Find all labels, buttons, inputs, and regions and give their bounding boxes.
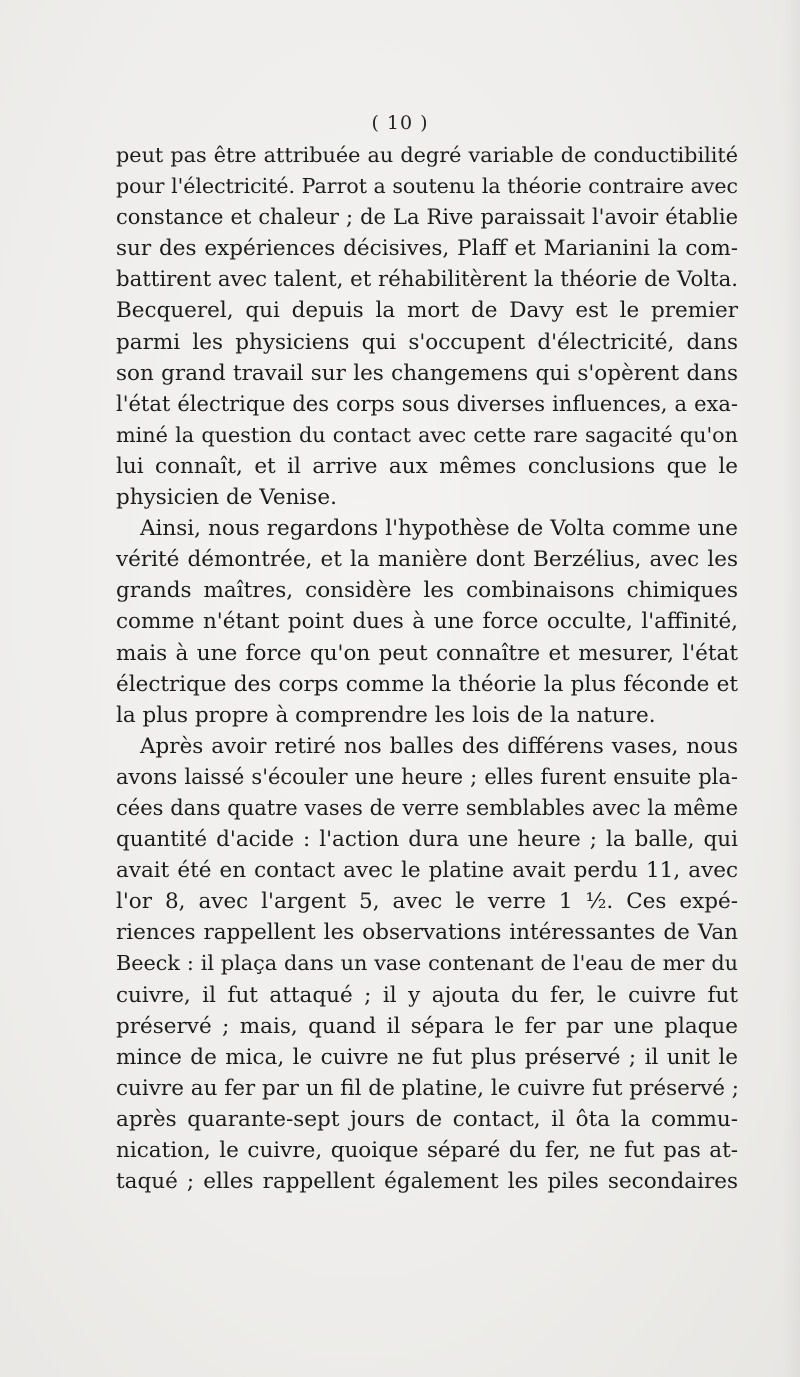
text-line: mince de mica, le cuivre ne fut plus préservé ; il unit le bbox=[116, 1044, 738, 1070]
text-line: avons laissé s'écouler une heure ; elles furent ensuite pla- bbox=[116, 764, 738, 789]
page-edge bbox=[782, 0, 800, 1377]
page-number: ( 10 ) bbox=[371, 112, 429, 134]
text-line: l'or 8, avec l'argent 5, avec le verre 1 ½. Ces expé- bbox=[116, 889, 738, 915]
text-line: grands maîtres, considère les combinaisons chimiques bbox=[116, 578, 738, 604]
text-line: cuivre, il fut attaqué ; il y ajouta du fer, le cuivre fut bbox=[116, 982, 738, 1008]
text-line: Après avoir retiré nos balles des différens vases, nous bbox=[140, 733, 738, 759]
text-line: vérité démontrée, et la manière dont Berzélius, avec les bbox=[116, 547, 738, 573]
text-line: préservé ; mais, quand il sépara le fer par une plaque bbox=[116, 1013, 738, 1039]
text-line: son grand travail sur les changemens qui s'opèrent dans bbox=[116, 360, 738, 386]
text-line: comme n'étant point dues à une force occulte, l'affinité, bbox=[116, 609, 738, 635]
text-line: sur des expériences décisives, Plaff et Marianini la com- bbox=[116, 236, 738, 262]
text-line: mais à une force qu'on peut connaître et mesurer, l'état bbox=[116, 640, 738, 666]
text-line: taqué ; elles rappellent également les piles secondaires bbox=[116, 1169, 738, 1195]
text-line: pour l'électricité. Parrot a soutenu la théorie contraire avec bbox=[116, 174, 738, 199]
text-line: parmi les physiciens qui s'occupent d'électricité, dans bbox=[116, 329, 738, 355]
text-line: la plus propre à comprendre les lois de la nature. bbox=[116, 702, 656, 728]
text-line: physicien de Venise. bbox=[116, 485, 337, 511]
text-line: l'état électrique des corps sous diverses influences, a exa- bbox=[116, 391, 738, 416]
text-line: nication, le cuivre, quoique séparé du fer, ne fut pas at- bbox=[116, 1138, 738, 1163]
text-line: quantité d'acide : l'action dura une heure ; la balle, qui bbox=[116, 827, 738, 853]
text-line: cées dans quatre vases de verre semblables avec la même bbox=[116, 795, 738, 820]
text-line: après quarante-sept jours de contact, il ôta la commu- bbox=[116, 1106, 738, 1132]
text-line: cuivre au fer par un fil de platine, le cuivre fut préservé ; bbox=[116, 1075, 740, 1101]
text-line: battirent avec talent, et réhabilitèrent la théorie de Volta. bbox=[116, 267, 738, 293]
text-line: riences rappellent les observations intéressantes de Van bbox=[116, 920, 738, 946]
text-line: lui connaît, et il arrive aux mêmes conclusions que le bbox=[116, 453, 738, 479]
text-line: constance et chaleur ; de La Rive paraissait l'avoir établie bbox=[116, 205, 738, 230]
text-line: peut pas être attribuée au degré variable de conductibilité bbox=[116, 143, 738, 167]
text-line: Becquerel, qui depuis la mort de Davy est le premier bbox=[116, 298, 738, 324]
body-text bbox=[116, 140, 738, 1197]
text-line: avait été en contact avec le platine avait perdu 11, avec bbox=[116, 858, 738, 884]
text-line: miné la question du contact avec cette rare sagacité qu'on bbox=[116, 422, 738, 447]
text-line: électrique des corps comme la théorie la plus féconde et bbox=[116, 671, 738, 697]
text-line: Beeck : il plaça dans un vase contenant de l'eau de mer du bbox=[116, 951, 738, 976]
text-line: Ainsi, nous regardons l'hypothèse de Volta comme une bbox=[140, 516, 738, 542]
